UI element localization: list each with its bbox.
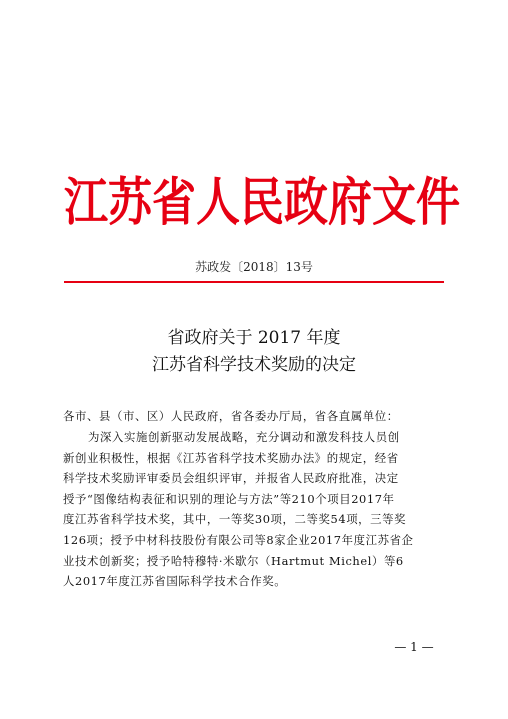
document-number: 苏政发〔2018〕13号 — [195, 260, 313, 274]
document-header-title: 江苏省人民政府文件 — [64, 172, 460, 233]
paragraph-line: 新创业积极性，根据《江苏省科学技术奖励办法》的规定，经省 — [63, 450, 399, 465]
document-title-line-2: 江苏省科学技术奖励的决定 — [152, 355, 356, 375]
document-title-line-1: 省政府关于 2017 年度 — [167, 328, 341, 348]
paragraph-line: 授予“图像结构表征和识别的理论与方法”等210个项目2017年 — [63, 491, 395, 506]
paragraph-line: 为深入实施创新驱动发展战略，充分调动和激发科技人员创 — [88, 430, 400, 444]
page-number: — 1 — — [394, 640, 434, 654]
paragraph-line: 度江苏省科学技术奖，其中，一等奖30项，二等奖54项，三等奖 — [63, 512, 407, 527]
body-paragraph — [63, 427, 447, 592]
paragraph-line: 126项；授予中材科技股份有限公司等8家企业2017年度江苏省企 — [63, 532, 414, 547]
header-divider — [64, 281, 444, 283]
paragraph-line: 人2017年度江苏省国际科学技术合作奖。 — [63, 574, 287, 589]
paragraph-line: 业技术创新奖；授予哈特穆特·米歇尔（Hartmut Michel）等6 — [63, 553, 404, 568]
salutation: 各市、县（市、区）人民政府，省各委办厅局，省各直属单位： — [63, 409, 399, 423]
paragraph-line: 科学技术奖励评审委员会组织评审，并报省人民政府批准，决定 — [63, 471, 399, 486]
